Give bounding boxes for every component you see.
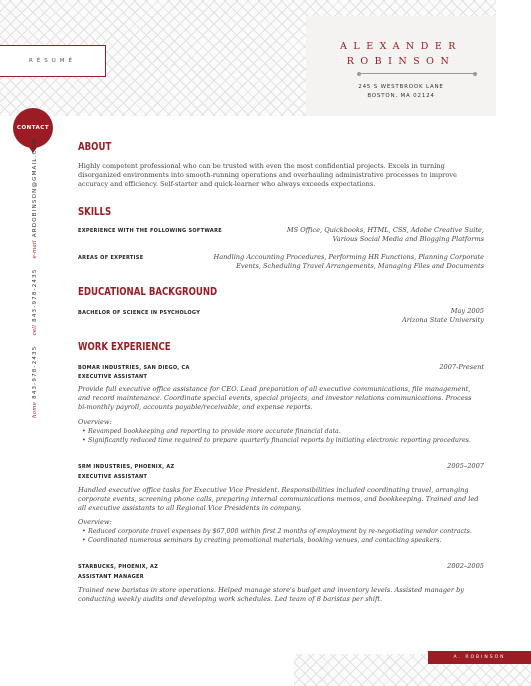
cell-phone: 843-978-2435 bbox=[32, 268, 38, 322]
job-bullet: • Reduced corporate travel expenses by $67,000 within first 2 months of employment by re-negotiating vendor contracts. bbox=[88, 528, 472, 535]
job-description: Trained new baristas in store operations. Helped manage store's budget and inventory levels. Assisted manager by conducting weekly audits and developing work schedules. Led team of 8 baristas per shift. bbox=[78, 586, 465, 603]
name-last: ROBINSON bbox=[346, 56, 456, 67]
skill-software-line1: MS Office, Quickbooks, HTML, CSS, Adobe Creative Suite, bbox=[286, 226, 484, 234]
contact-details bbox=[32, 138, 38, 418]
contact-label: CONTACT bbox=[16, 125, 50, 131]
work-title: WORK EXPERIENCE bbox=[78, 340, 171, 353]
education-date: May 2005 bbox=[450, 307, 484, 315]
job-bullet: • Coordinated numerous seminars by creating promotional materials, booking venues, and contacting speakers. bbox=[88, 537, 442, 544]
skill-expertise-line2: Events, Scheduling Travel Arrangements, Managing Files and Documents bbox=[236, 262, 484, 270]
home-label: home bbox=[32, 401, 38, 418]
about-text: Highly competent professional who can be trusted with even the most confidential projects. Excels in turning disorganized environments into smooth-running operations and overhauling administrative processes to improve accuracy and efficiency. Self-starter and quick-learner who always exceeds expectations. bbox=[78, 162, 457, 188]
about-title: ABOUT bbox=[78, 140, 112, 153]
name-first: ALEXANDER bbox=[340, 41, 462, 52]
job-role: EXECUTIVE ASSISTANT bbox=[78, 374, 148, 380]
job-company: BOMAR INDUSTRIES, SAN DIEGO, CA bbox=[78, 365, 190, 371]
skill-label-expertise: AREAS OF EXPERTISE bbox=[78, 255, 144, 261]
job-company: SRM INDUSTRIES, PHOENIX, AZ bbox=[78, 464, 175, 470]
job-dates: 2005–2007 bbox=[447, 462, 484, 470]
job-description: Provide full executive office assistance for CEO. Lead preparation of all executive communications, file management, and record maintenance. Coordinate special events, special projects, and investor relations communications. Process bi-monthly payroll, accounts payable/receivable, and expense reports. bbox=[78, 385, 472, 411]
address-city: BOSTON, MA 02124 bbox=[367, 93, 435, 99]
cell-label: cell bbox=[32, 324, 38, 336]
education-degree: BACHELOR OF SCIENCE IN PSYCHOLOGY bbox=[78, 310, 201, 316]
email-label: e-mail bbox=[32, 240, 38, 259]
job-overview-label: Overview: bbox=[78, 518, 112, 526]
home-phone: 843-978-2435 bbox=[32, 345, 38, 399]
skill-expertise-line1: Handling Accounting Procedures, Performing HR Functions, Planning Corporate bbox=[213, 253, 484, 261]
resume-tag bbox=[0, 45, 106, 77]
footer-label: A. ROBINSON bbox=[453, 655, 506, 660]
address-street: 245 S WESTBROOK LANE bbox=[358, 84, 444, 90]
skill-software-line2: Various Social Media and Blogging Platforms bbox=[332, 235, 484, 243]
resume-label: RÉSUMÉ bbox=[28, 58, 77, 64]
job-dates: 2007-Present bbox=[439, 363, 484, 371]
email-address[interactable]: ARDOBINSON@GMAIL.COM bbox=[32, 137, 38, 238]
job-overview-label: Overview: bbox=[78, 418, 112, 426]
education-title: EDUCATIONAL BACKGROUND bbox=[78, 285, 218, 298]
job-role: ASSISTANT MANAGER bbox=[78, 574, 144, 580]
job-bullet: • Revamped bookkeeping and reporting to provide more accurate financial data. bbox=[88, 428, 341, 435]
job-bullet: • Significantly reduced time required to prepare quarterly financial reports by initiating electronic reporting procedures. bbox=[88, 437, 471, 444]
name-divider bbox=[359, 73, 475, 74]
job-role: EXECUTIVE ASSISTANT bbox=[78, 474, 148, 480]
job-dates: 2002–2005 bbox=[447, 562, 484, 570]
job-description: Handled executive office tasks for Executive Vice President. Responsibilities included coordinating travel, arranging corporate events, screening phone calls, preparing internal communications memos, and bookkeeping. Trained and led all executive assistants to all Regional Vice Presidents in company. bbox=[78, 486, 479, 512]
skill-label-software: EXPERIENCE WITH THE FOLLOWING SOFTWARE bbox=[78, 228, 222, 234]
job-company: STARBUCKS, PHOENIX, AZ bbox=[78, 564, 159, 570]
education-school: Arizona State University bbox=[401, 316, 484, 324]
skills-title: SKILLS bbox=[78, 205, 112, 218]
footer-name-bar bbox=[428, 651, 531, 664]
